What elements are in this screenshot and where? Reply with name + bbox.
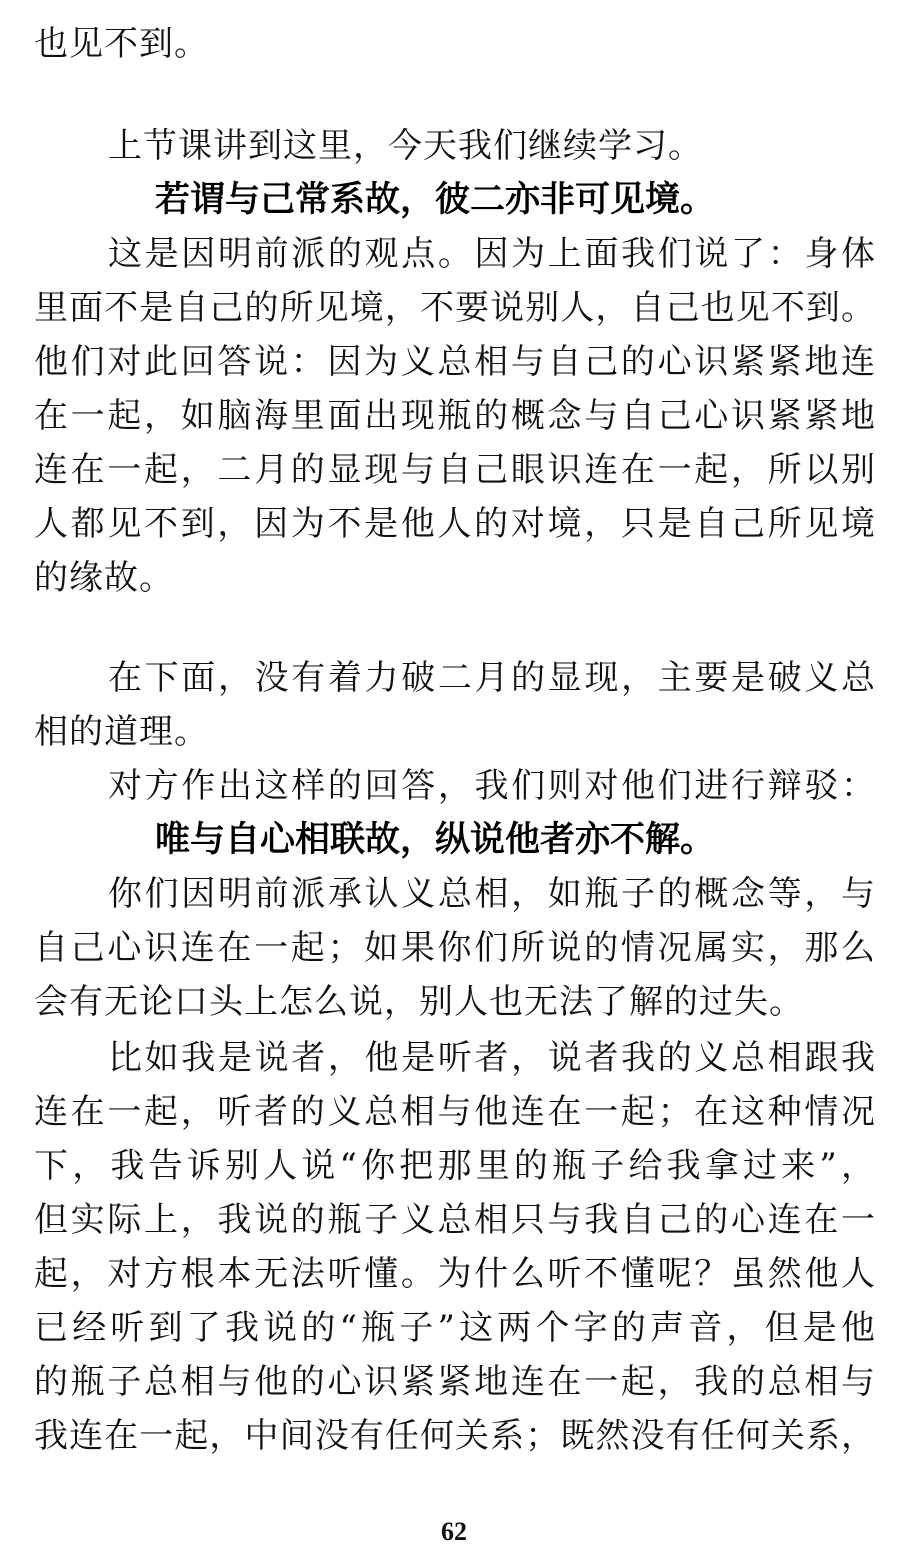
text-line: 已经听到了我说的“瓶子”这两个字的声音，但是他 [34, 1308, 876, 1348]
text-line: 在一起，如脑海里面出现瓶的概念与自己心识紧紧地 [34, 396, 876, 436]
text-line: 人都见不到，因为不是他人的对境，只是自己所见境 [34, 504, 876, 544]
text-line: 起，对方根本无法听懂。为什么听不懂呢？虽然他人 [34, 1254, 876, 1294]
text-line: 他们对此回答说：因为义总相与自己的心识紧紧地连 [34, 342, 876, 382]
text-line: 这是因明前派的观点。因为上面我们说了：身体 [108, 234, 876, 274]
text-line: 下，我告诉别人说“你把那里的瓶子给我拿过来”， [34, 1146, 876, 1186]
text-line: 也见不到。 [34, 24, 209, 64]
verse-line: 若谓与己常系故，彼二亦非可见境。 [155, 180, 716, 220]
text-line: 在下面，没有着力破二月的显现，主要是破义总 [108, 658, 876, 698]
text-line: 对方作出这样的回答，我们则对他们进行辩驳： [108, 766, 876, 806]
text-line: 上节课讲到这里，今天我们继续学习。 [108, 126, 703, 166]
text-line: 自己心识连在一起；如果你们所说的情况属实，那么 [34, 928, 876, 968]
text-line: 我连在一起，中间没有任何关系；既然没有任何关系， [34, 1416, 876, 1456]
text-line: 里面不是自己的所见境，不要说别人，自己也见不到。 [34, 288, 876, 328]
text-line: 比如我是说者，他是听者，说者我的义总相跟我 [108, 1038, 876, 1078]
text-line: 会有无论口头上怎么说，别人也无法了解的过失。 [34, 982, 804, 1022]
text-line: 的瓶子总相与他的心识紧紧地连在一起，我的总相与 [34, 1362, 876, 1402]
text-line: 但实际上，我说的瓶子义总相只与我自己的心连在一 [34, 1200, 876, 1240]
text-line: 相的道理。 [34, 712, 209, 752]
text-line: 的缘故。 [34, 558, 174, 598]
text-line: 连在一起，听者的义总相与他连在一起；在这种情况 [34, 1092, 876, 1132]
page-number: 62 [441, 1517, 467, 1546]
verse-line: 唯与自心相联故，纵说他者亦不解。 [155, 820, 716, 860]
text-line: 连在一起，二月的显现与自己眼识连在一起，所以别 [34, 450, 876, 490]
text-line: 你们因明前派承认义总相，如瓶子的概念等，与 [108, 874, 876, 914]
